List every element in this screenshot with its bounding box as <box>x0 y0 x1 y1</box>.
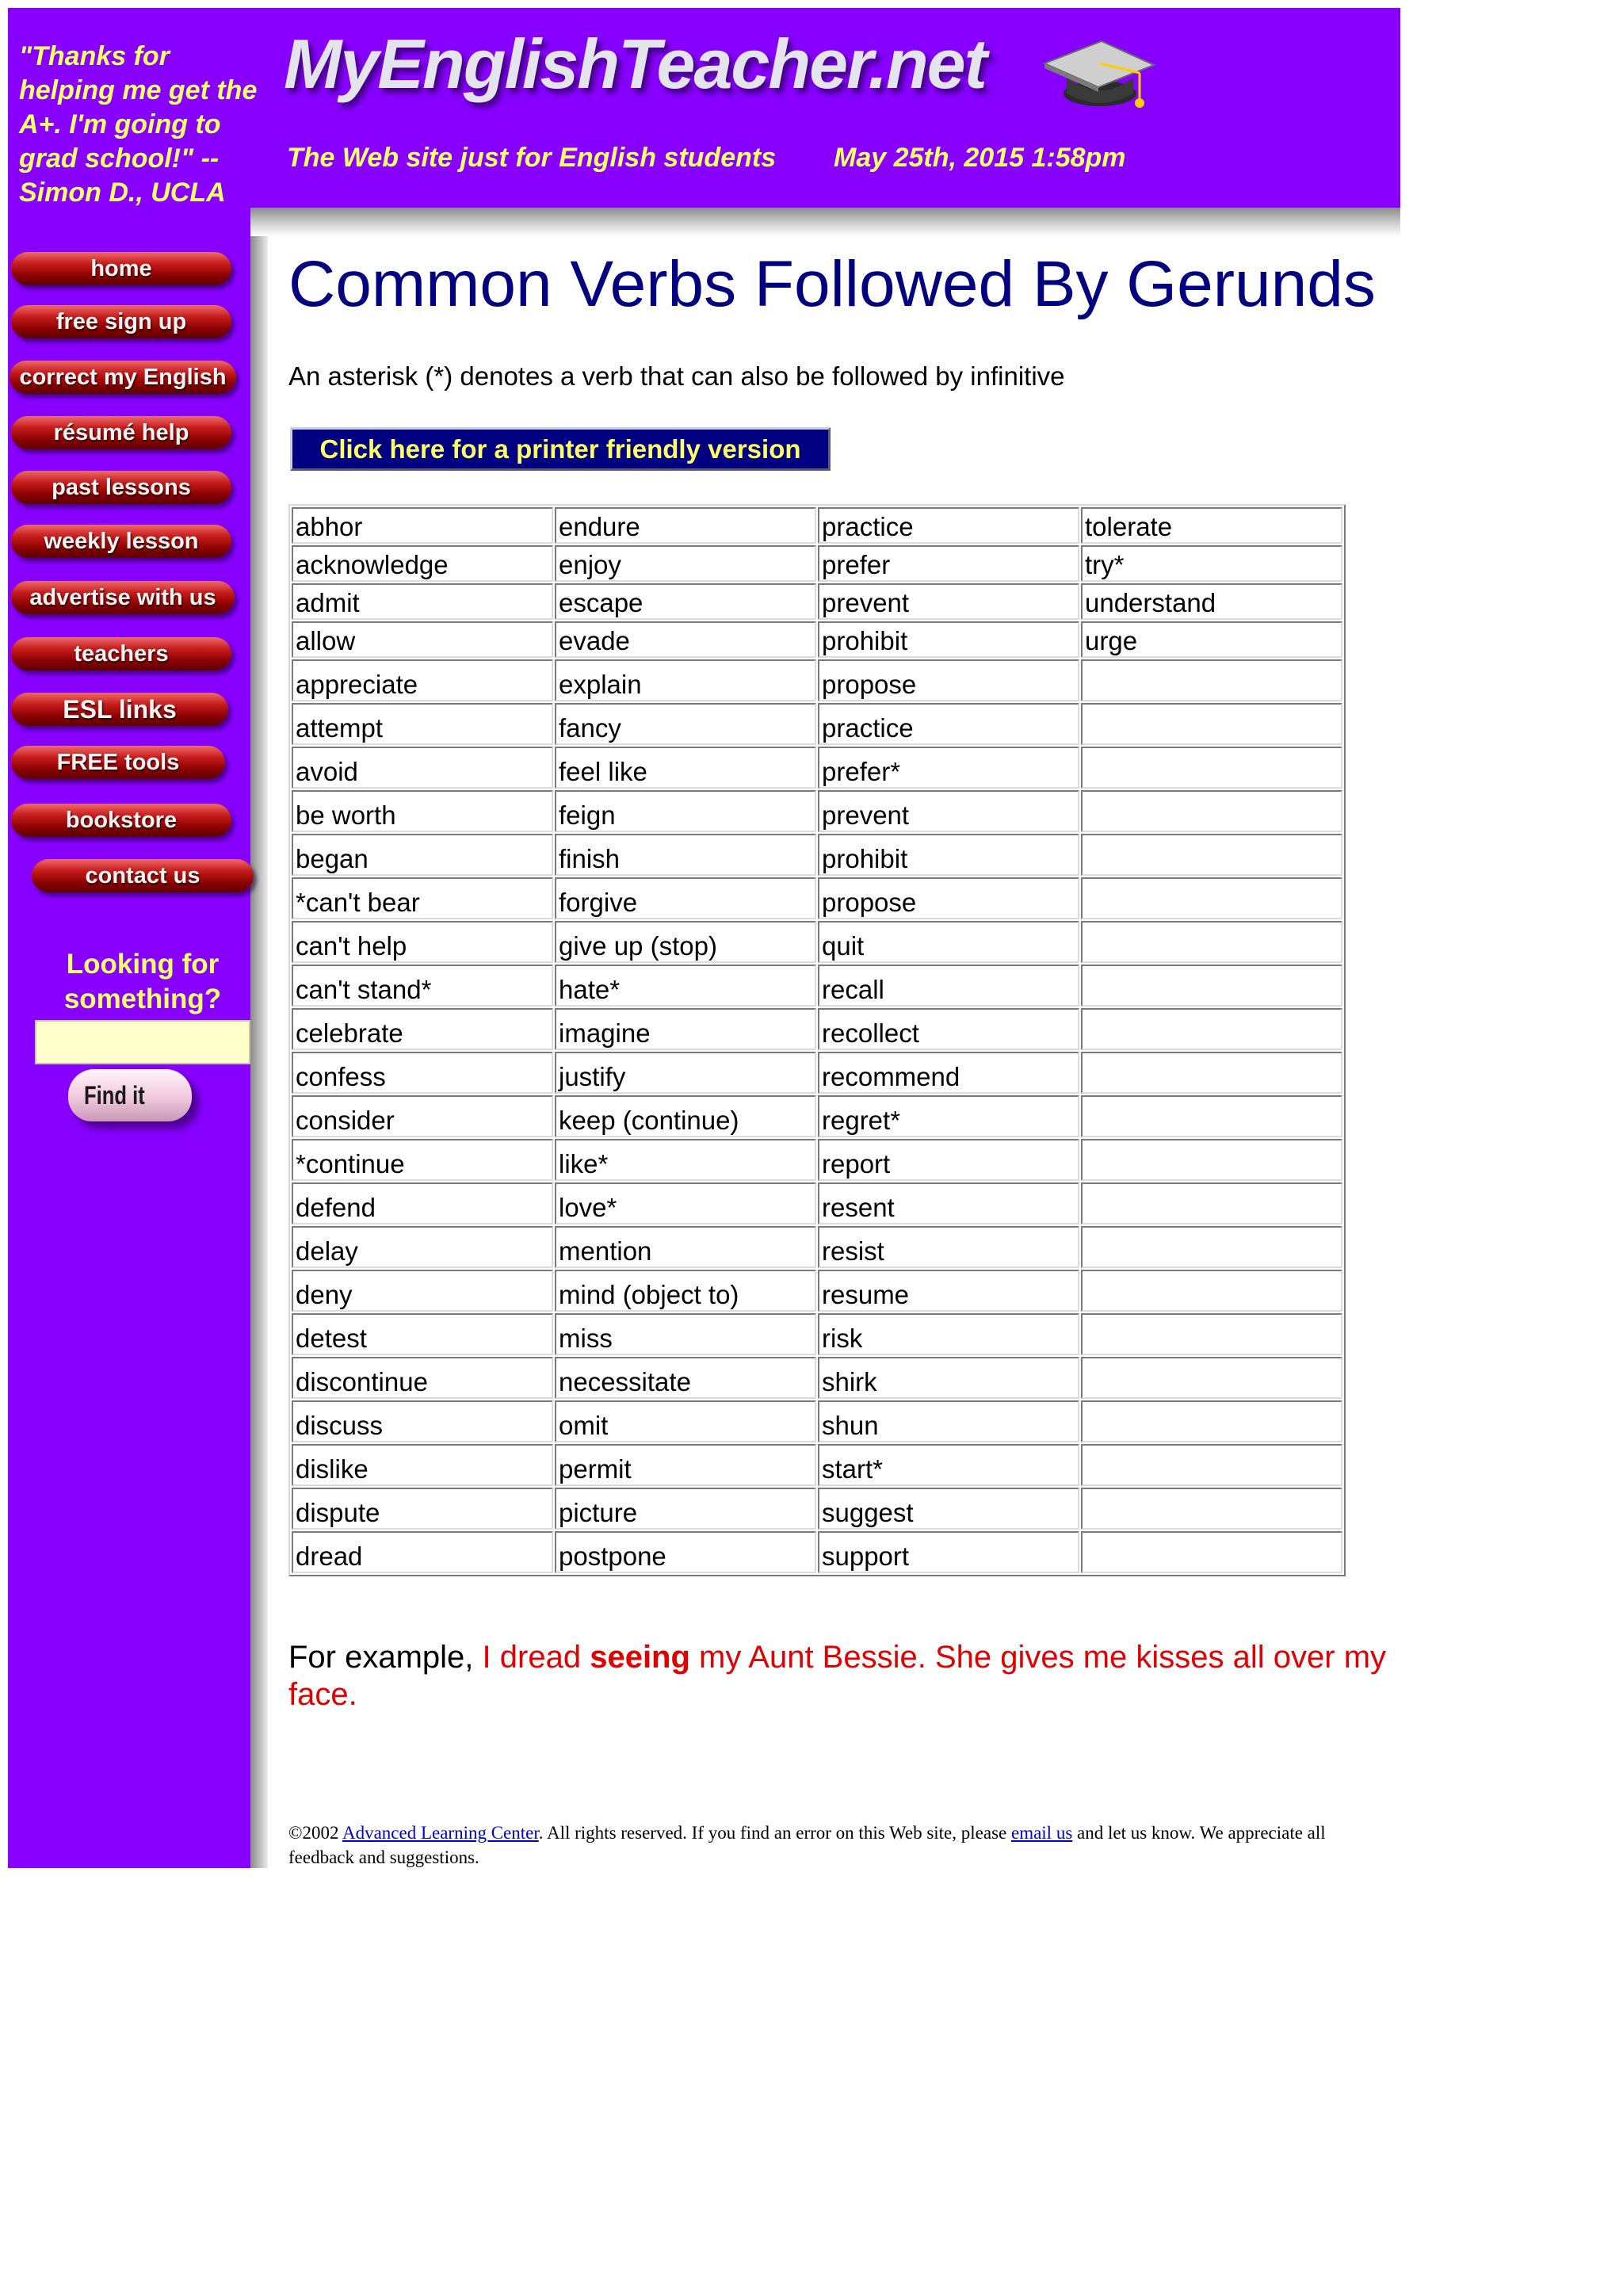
table-cell: explain <box>555 659 816 701</box>
table-row <box>292 621 1342 658</box>
table-cell: start* <box>818 1444 1079 1486</box>
table-cell: attempt <box>292 703 553 745</box>
table-cell: dread <box>292 1531 553 1573</box>
table-row <box>292 583 1342 620</box>
table-cell <box>1081 1095 1342 1137</box>
table-cell <box>1081 747 1342 789</box>
table-row <box>292 1052 1342 1094</box>
table-cell: permit <box>555 1444 816 1486</box>
table-cell: prefer* <box>818 747 1079 789</box>
table-cell: prohibit <box>818 621 1079 658</box>
table-cell: understand <box>1081 583 1342 620</box>
table-cell: recommend <box>818 1052 1079 1094</box>
table-cell: imagine <box>555 1008 816 1050</box>
example-gerund: seeing <box>590 1640 690 1675</box>
table-cell: mind (object to) <box>555 1270 816 1312</box>
table-cell: resist <box>818 1226 1079 1268</box>
table-row <box>292 834 1342 876</box>
header-shadow <box>250 208 1400 236</box>
nav-correct-my-english-button[interactable]: correct my English <box>10 361 236 394</box>
table-cell: report <box>818 1139 1079 1181</box>
table-cell: resume <box>818 1270 1079 1312</box>
site-header <box>8 8 1400 208</box>
table-cell: postpone <box>555 1531 816 1573</box>
nav-free-sign-up-button[interactable]: free sign up <box>11 305 231 338</box>
table-row <box>292 659 1342 701</box>
nav-advertise-button[interactable]: advertise with us <box>11 581 235 614</box>
table-cell: resent <box>818 1182 1079 1224</box>
table-cell <box>1081 1444 1342 1486</box>
table-cell: dispute <box>292 1488 553 1530</box>
table-cell <box>1081 790 1342 832</box>
company-link[interactable]: Advanced Learning Center <box>342 1823 539 1843</box>
table-cell: appreciate <box>292 659 553 701</box>
table-cell: *can't bear <box>292 877 553 919</box>
asterisk-note: An asterisk (*) denotes a verb that can also be followed by infinitive <box>288 361 1065 391</box>
table-cell: feign <box>555 790 816 832</box>
table-cell: give up (stop) <box>555 921 816 963</box>
table-cell <box>1081 1531 1342 1573</box>
footer-text-2: and let us know. We appreciate all feedback and suggestions. <box>288 1823 1326 1867</box>
table-cell <box>1081 1488 1342 1530</box>
table-cell: be worth <box>292 790 553 832</box>
nav-esl-links-button[interactable]: ESL links <box>11 693 228 726</box>
table-cell: prevent <box>818 583 1079 620</box>
table-cell <box>1081 1182 1342 1224</box>
nav-teachers-button[interactable]: teachers <box>11 637 231 670</box>
table-cell: evade <box>555 621 816 658</box>
table-row <box>292 921 1342 963</box>
table-cell: recollect <box>818 1008 1079 1050</box>
nav-free-tools-button[interactable]: FREE tools <box>11 746 225 779</box>
table-cell: prohibit <box>818 834 1079 876</box>
graduation-cap-icon <box>1038 27 1157 122</box>
footer <box>288 1820 1374 1870</box>
table-row <box>292 507 1342 544</box>
testimonial-quote: "Thanks for helping me get the A+. I'm going to grad school!" --Simon D., UCLA <box>19 41 258 208</box>
table-cell: urge <box>1081 621 1342 658</box>
table-cell: risk <box>818 1313 1079 1355</box>
table-cell: avoid <box>292 747 553 789</box>
table-cell: detest <box>292 1313 553 1355</box>
table-cell: admit <box>292 583 553 620</box>
table-row <box>292 1531 1342 1573</box>
table-cell: like* <box>555 1139 816 1181</box>
table-cell <box>1081 965 1342 1007</box>
table-cell: omit <box>555 1400 816 1442</box>
table-row <box>292 1139 1342 1181</box>
table-row <box>292 1313 1342 1355</box>
table-cell <box>1081 1052 1342 1094</box>
table-cell <box>1081 877 1342 919</box>
table-cell: love* <box>555 1182 816 1224</box>
table-cell: acknowledge <box>292 545 553 582</box>
table-cell <box>1081 703 1342 745</box>
table-cell: prefer <box>818 545 1079 582</box>
table-row <box>292 1488 1342 1530</box>
table-cell: finish <box>555 834 816 876</box>
table-cell: discontinue <box>292 1357 553 1399</box>
footer-copyright: ©2002 <box>288 1823 339 1843</box>
nav-contact-us-button[interactable]: contact us <box>32 859 254 892</box>
table-row <box>292 1226 1342 1268</box>
table-cell: picture <box>555 1488 816 1530</box>
table-cell <box>1081 659 1342 701</box>
table-row <box>292 703 1342 745</box>
verbs-table-body <box>292 507 1342 1573</box>
table-cell: hate* <box>555 965 816 1007</box>
table-row <box>292 1357 1342 1399</box>
table-cell: escape <box>555 583 816 620</box>
table-cell: endure <box>555 507 816 544</box>
table-cell: enjoy <box>555 545 816 582</box>
find-it-button[interactable] <box>68 1069 192 1121</box>
search-prompt: Looking for something? <box>63 949 222 1014</box>
date-time: May 25th, 2015 1:58pm <box>834 143 1126 173</box>
table-cell: quit <box>818 921 1079 963</box>
table-cell: support <box>818 1531 1079 1573</box>
table-row <box>292 1095 1342 1137</box>
table-cell: miss <box>555 1313 816 1355</box>
table-cell: consider <box>292 1095 553 1137</box>
table-cell: prevent <box>818 790 1079 832</box>
example-part2: my Aunt Bessie. She gives me kisses all over my face. <box>288 1640 1387 1712</box>
sidebar-shadow <box>250 208 268 1868</box>
nav-resume-help-button[interactable]: résumé help <box>11 416 231 449</box>
nav-home-button[interactable]: home <box>11 252 231 285</box>
nav-past-lessons-button[interactable]: past lessons <box>11 471 231 504</box>
table-cell <box>1081 1357 1342 1399</box>
table-cell: confess <box>292 1052 553 1094</box>
nav-bookstore-button[interactable]: bookstore <box>11 804 231 837</box>
table-cell: propose <box>818 659 1079 701</box>
table-row <box>292 1400 1342 1442</box>
table-cell: mention <box>555 1226 816 1268</box>
table-cell: *continue <box>292 1139 553 1181</box>
find-it-label: Find it <box>84 1080 145 1110</box>
table-cell: tolerate <box>1081 507 1342 544</box>
table-row <box>292 790 1342 832</box>
table-row <box>292 877 1342 919</box>
search-input[interactable] <box>35 1020 250 1064</box>
table-cell: shun <box>818 1400 1079 1442</box>
table-cell: can't stand* <box>292 965 553 1007</box>
table-cell: recall <box>818 965 1079 1007</box>
email-us-link[interactable]: email us <box>1010 1823 1073 1843</box>
table-cell <box>1081 1008 1342 1050</box>
table-cell: deny <box>292 1270 553 1312</box>
table-cell: fancy <box>555 703 816 745</box>
table-cell <box>1081 834 1342 876</box>
page-title: Common Verbs Followed By Gerunds <box>288 248 1376 320</box>
printer-friendly-link[interactable]: Click here for a printer friendly version <box>290 427 831 471</box>
table-cell: allow <box>292 621 553 658</box>
site-tagline: The Web site just for English students <box>287 143 777 173</box>
table-cell: shirk <box>818 1357 1079 1399</box>
example-part1: I dread <box>482 1640 582 1675</box>
table-cell: can't help <box>292 921 553 963</box>
table-cell <box>1081 1139 1342 1181</box>
table-row <box>292 1008 1342 1050</box>
table-cell: practice <box>818 703 1079 745</box>
table-row <box>292 965 1342 1007</box>
table-row <box>292 1182 1342 1224</box>
table-cell: propose <box>818 877 1079 919</box>
table-cell <box>1081 1270 1342 1312</box>
table-cell: regret* <box>818 1095 1079 1137</box>
table-row <box>292 545 1342 582</box>
table-row <box>292 1444 1342 1486</box>
table-cell: try* <box>1081 545 1342 582</box>
table-cell: discuss <box>292 1400 553 1442</box>
site-logo[interactable]: MyEnglishTeacher.net <box>284 25 986 103</box>
table-cell: suggest <box>818 1488 1079 1530</box>
nav-weekly-lesson-button[interactable]: weekly lesson <box>11 525 231 558</box>
table-cell <box>1081 921 1342 963</box>
footer-text-1: . All rights reserved. If you find an error on this Web site, please <box>538 1823 1007 1843</box>
verbs-table <box>288 504 1346 1576</box>
example-sentence <box>288 1639 1398 1713</box>
table-cell: practice <box>818 507 1079 544</box>
table-cell: delay <box>292 1226 553 1268</box>
table-cell: celebrate <box>292 1008 553 1050</box>
table-cell: keep (continue) <box>555 1095 816 1137</box>
table-cell: defend <box>292 1182 553 1224</box>
table-row <box>292 1270 1342 1312</box>
table-cell <box>1081 1226 1342 1268</box>
table-cell: abhor <box>292 507 553 544</box>
table-cell: feel like <box>555 747 816 789</box>
example-lead: For example, <box>288 1640 474 1675</box>
table-row <box>292 747 1342 789</box>
table-cell <box>1081 1313 1342 1355</box>
table-cell: dislike <box>292 1444 553 1486</box>
table-cell: justify <box>555 1052 816 1094</box>
table-cell <box>1081 1400 1342 1442</box>
table-cell: forgive <box>555 877 816 919</box>
table-cell: began <box>292 834 553 876</box>
table-cell: necessitate <box>555 1357 816 1399</box>
